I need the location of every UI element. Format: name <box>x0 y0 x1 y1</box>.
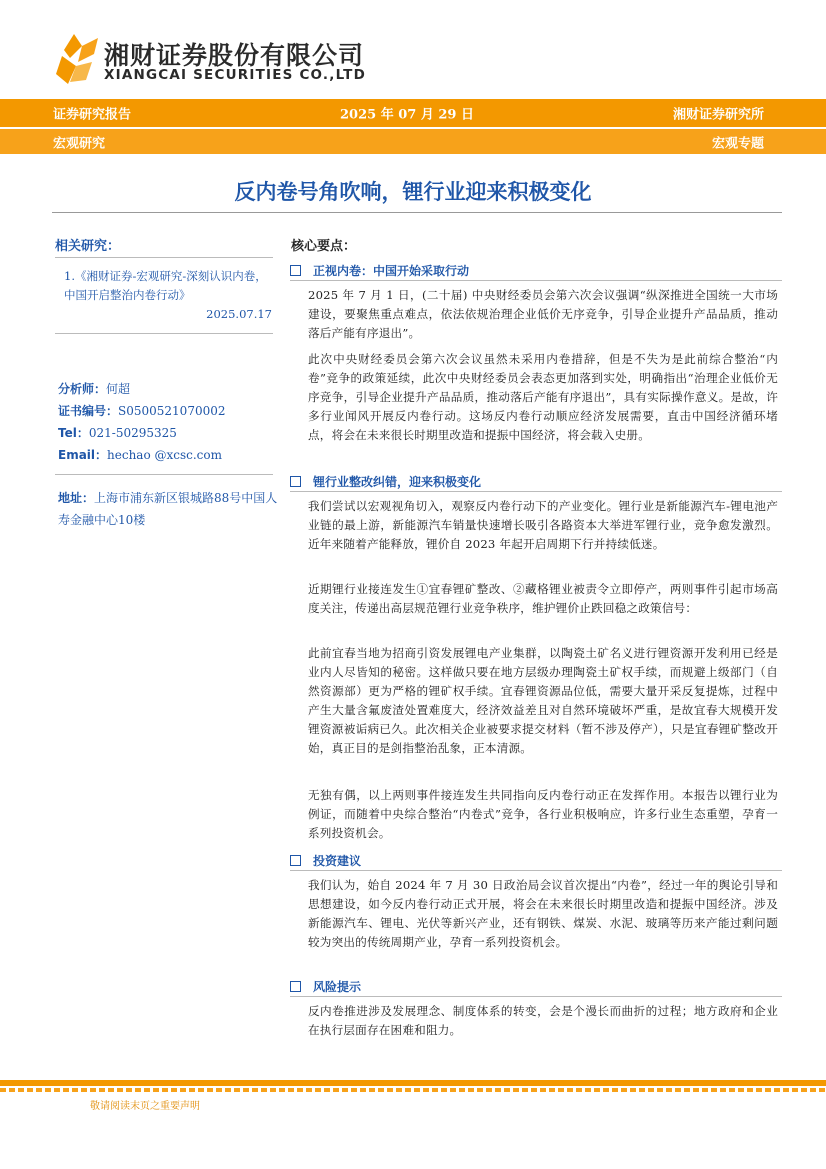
analyst-label: 分析师： <box>58 382 107 396</box>
research-topic: 宏观专题 <box>711 136 764 151</box>
company-name-en: XIANGCAI SECURITIES CO.,LTD <box>104 67 366 83</box>
paragraph: 反内卷推进涉及发展理念、制度体系的转变，会是个漫长而曲折的过程；地方政府和企业在执行层面存在困难和阻力。 <box>308 1004 778 1037</box>
paragraph: 2025 年 7 月 1 日，(二十届) 中央财经委员会第六次会议强调“纵深推进全国统一大市场建设，要聚焦重点难点，依法依规治理企业低价无序竞争，引导企业提升产品品质，推动落后产能有序退出”。 <box>308 288 778 340</box>
checkbox-icon <box>290 265 301 276</box>
section-divider <box>290 491 782 492</box>
related-research-date: 2025.07.17 <box>206 307 272 321</box>
paragraph: 我们认为，始自 2024 年 7 月 30 日政治局会议首次提出“内卷”，经过一年的舆论引导和思想建设，如今反内卷行动正式开展，将会在未来很长时期里改造和提振中国经济。涉及新能源汽车、锂电、光伏等新兴产业，还有钢铁、煤炭、水泥、玻璃等历来产能过剩问题较为突出的传统周期产业，孕育一系列投资机会。 <box>308 878 778 949</box>
footer-bar <box>0 1080 826 1086</box>
report-date: 2025 年 07 月 29 日 <box>340 107 474 123</box>
company-logo-icon <box>52 32 102 88</box>
core-points-heading: 核心要点： <box>291 239 357 254</box>
sidebar-divider <box>55 333 273 334</box>
footer-disclaimer: 敬请阅读末页之重要声明 <box>90 1101 200 1112</box>
address <box>58 487 278 531</box>
checkbox-icon <box>290 981 301 992</box>
paragraph: 此前宜春当地为招商引资发展锂电产业集群，以陶瓷土矿名义进行锂资源开发利用已经是业内人尽皆知的秘密。这样做只要在地方层级办理陶瓷土矿权手续，而规避上级部门（自然资源部）更为严格的锂矿权手续。宜春锂资源品位低，需要大量开采反复提炼，过程中产生大量含氟废渣处置难度大，经济效益差且对自然环境破坏严重，是故宜春大规模开发锂资源被诟病已久。此次相关企业被要求提交材料（暂不涉及停产），只是宜春锂矿整改开始，真正目的是剑指整治乱象，正本清源。 <box>308 646 778 755</box>
institute-name: 湘财证券研究所 <box>672 107 764 123</box>
checkbox-icon <box>290 855 301 866</box>
analyst-contact <box>58 378 226 466</box>
paragraph: 此次中央财经委员会第六次会议虽然未采用内卷措辞，但是不失为是此前综合整治“内卷”竞争的政策延续，此次中央财经委员会表态更加落到实处，明确指出“治理企业低价无序竞争，引导企业提升产品品质，推动落后产能有序退出”，具有实际操作意义。是故，许多行业闻风开展反内卷行动。这场反内卷行动顺应经济发展需要，直击中国经济循环堵点，将会在未来很长时期里改造和提振中国经济，将会载入史册。 <box>308 352 778 442</box>
section-heading: 锂行业整改纠错，迎来积极变化 <box>290 473 481 490</box>
paragraph: 近期锂行业接连发生①宜春锂矿整改、②藏格锂业被责令立即停产，两则事件引起市场高度关注，传递出高层规范锂行业竞争秩序，维护锂价止跌回稳之政策信号： <box>308 582 778 615</box>
section-heading: 正视内卷：中国开始采取行动 <box>290 262 469 279</box>
paragraph: 无独有偶，以上两则事件接连发生共同指向反内卷行动正在发挥作用。本报告以锂行业为例证，而随着中央综合整治“内卷式”竞争，各行业积极响应，许多行业生态重塑，孕育一系列投资机会。 <box>308 788 778 840</box>
report-type: 证券研究报告 <box>53 107 132 123</box>
checkbox-icon <box>290 476 301 487</box>
title-divider <box>52 212 782 213</box>
related-research-heading: 相关研究： <box>55 239 121 254</box>
header-bar-bottom <box>0 129 826 154</box>
section-divider <box>290 280 782 281</box>
cert-number: S0500521070002 <box>118 404 226 418</box>
email-address[interactable]: hechao @xcsc.com <box>107 448 223 462</box>
tel-label: Tel： <box>58 426 89 440</box>
paragraph: 我们尝试以宏观视角切入，观察反内卷行动下的产业变化。锂行业是新能源汽车-锂电池产业链的最上游，新能源汽车销量快速增长吸引各路资本大举进军锂行业，竞争愈发激烈。近年来随着产能释放，锂价自 2023 年起开启周期下行并持续低迷。 <box>308 499 778 551</box>
report-title: 反内卷号角吹响，锂行业迎来积极变化 <box>234 180 592 204</box>
address-label: 地址： <box>58 491 95 505</box>
footer-dashed-bar <box>0 1088 826 1092</box>
section-divider <box>290 870 782 871</box>
sidebar-divider <box>55 474 273 475</box>
address-text: 上海市浦东新区银城路88号中国人寿金融中心10楼 <box>58 491 278 527</box>
tel-number: 021-50295325 <box>88 426 177 440</box>
related-research-item <box>64 267 272 324</box>
header-bar-top <box>0 99 826 127</box>
section-heading: 投资建议 <box>290 852 361 869</box>
section-heading: 风险提示 <box>290 978 361 995</box>
research-category: 宏观研究 <box>53 136 106 151</box>
section-divider <box>290 996 782 997</box>
analyst-name: 何超 <box>106 382 131 396</box>
sidebar-divider <box>55 257 273 258</box>
related-research-title[interactable]: 1.《湘财证券-宏观研究-深刻认识内卷，中国开启整治内卷行动》 <box>64 269 267 302</box>
email-label: Email： <box>58 448 108 462</box>
company-name-cn: 湘财证券股份有限公司 <box>104 41 365 70</box>
cert-label: 证书编号： <box>58 404 119 418</box>
